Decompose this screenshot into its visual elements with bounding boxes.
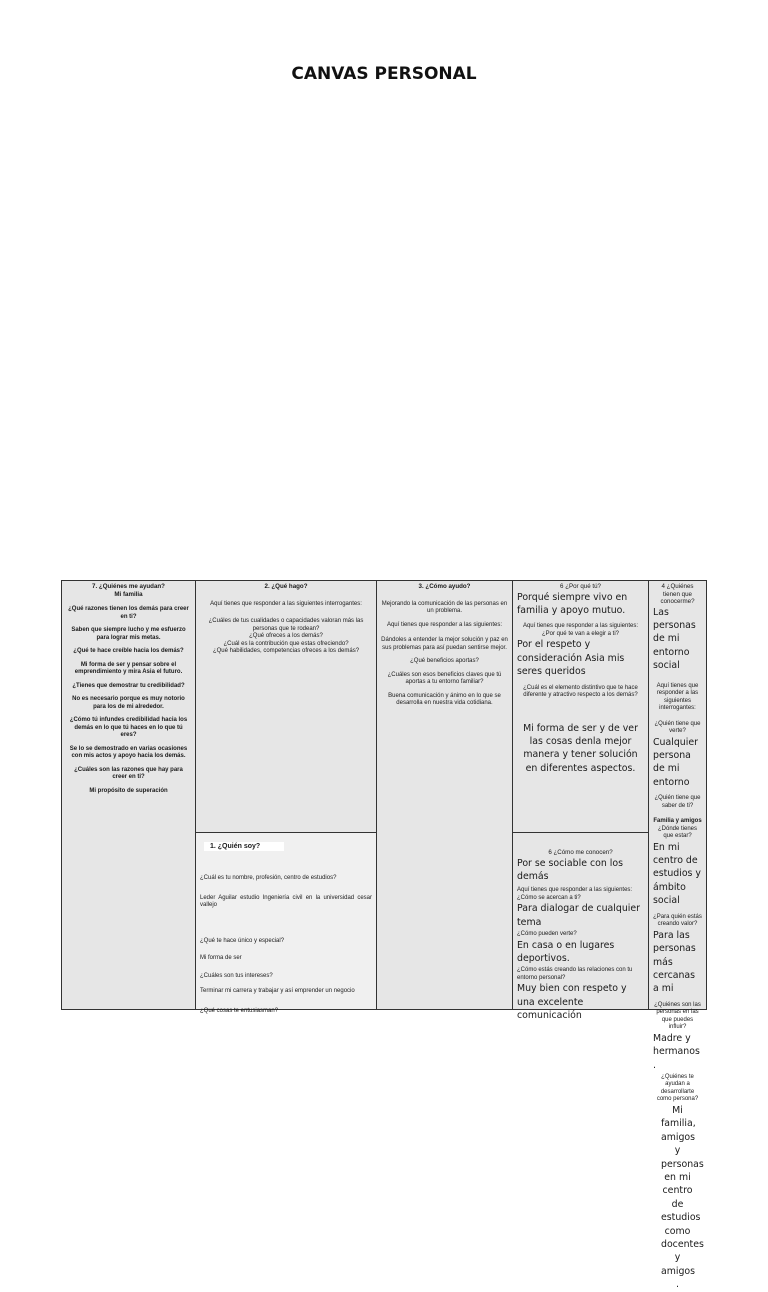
answer: Dándoles a entender la mejor solución y paz en sus problemas para así puedan sentirse mejor. [381, 637, 508, 651]
cell-who-must-know-me [649, 581, 706, 1291]
cell-how-i-help [377, 581, 512, 1009]
question: ¿Cuáles son tus intereses? [200, 972, 273, 979]
answer: Mi forma de ser y pensar sobre el emprendimiento y mira Asia el futuro. [74, 661, 183, 675]
answer: En mi centro de estudios y ámbito social [653, 841, 701, 907]
answer: No es necesario porque es muy notorio para los de mi alrededor. [72, 696, 185, 710]
question: ¿Qué beneficios aportas? [410, 658, 479, 664]
cell-header: 1. ¿Quién soy? [204, 842, 284, 851]
canvas-grid [61, 580, 707, 1291]
question: ¿Cuál es la contribución que estas ofreciendo? [223, 640, 349, 647]
answer: Mejorando la comunicación de las personas en un problema. [381, 600, 508, 614]
question: ¿Dónde tienes que estar? [657, 825, 698, 840]
question: ¿Quién tiene que saber de ti? [654, 795, 701, 809]
answer: Las personas de mi entorno social [653, 606, 696, 672]
answer: Muy bien con respeto y una excelente comunicación [517, 983, 627, 1022]
question: ¿Qué te hace creíble hacia los demás? [73, 648, 184, 654]
answer: Por se sociable con los demás [517, 857, 623, 882]
question: ¿Cuál es el elemento distintivo que te hace diferente y atractivo respecto a los demás? [523, 684, 638, 699]
column-why-me [513, 581, 649, 1022]
answer: Leder Aguilar estudio Ingeniería civil en la universidad cesar vallejo [200, 894, 372, 908]
column-who-must-know-me [649, 581, 706, 1291]
answer: Cualquier persona de mi entorno [653, 736, 698, 788]
question: ¿Qué razones tienen los demás para creer en ti? [68, 606, 189, 620]
cell-why-me [513, 581, 648, 832]
cell-header: 6 ¿Por qué tú? [560, 583, 601, 590]
cell-who-helps [62, 581, 195, 1009]
column-how-i-help [377, 581, 513, 1009]
question: ¿Qué habilidades, competencias ofreces a los demás? [212, 648, 360, 654]
question: ¿Tienes que demostrar tu credibilidad? [72, 682, 185, 689]
answer: Familia y amigos [653, 818, 702, 825]
question: ¿Quiénes son las personas en las que puedes influir? [654, 1001, 701, 1031]
answer: Mi forma de ser [200, 955, 242, 961]
answer: Buena comunicación y ánimo en lo que se desarrolla en nuestra vida cotidiana. [388, 692, 501, 706]
answer: Porqué siempre vivo en familia y apoyo mutuo. [517, 591, 628, 616]
answer: Se lo se demostrado en varias ocasiones con mis actos y apoyo hacia los demás. [69, 745, 188, 759]
question: ¿Cómo se acercan a ti? [517, 894, 581, 901]
instruction: Aquí tienes que responder a las siguientes: [517, 887, 633, 894]
question: ¿Cuáles de tus cualidades o capacidades valoran más las personas que te rodean? [208, 618, 364, 632]
question: ¿Qué ofreces a los demás? [249, 633, 323, 639]
question: ¿Quiénes te ayudan a desarrollarte como persona? [656, 1073, 699, 1103]
cell-header: 4 ¿Quiénes tienen que conocerme? [660, 583, 695, 605]
answer: Por el respeto y consideración Asia mis seres queridos [517, 639, 625, 678]
question: ¿Quién tiene que verte? [654, 720, 701, 735]
instruction: Aquí tienes que responder a las siguientes interrogantes: [656, 682, 699, 712]
instruction: Aquí tienes que responder a las siguientes: [522, 623, 639, 630]
cell-header: 7. ¿Quiénes me ayudan? [92, 583, 165, 590]
answer: En casa o en lugares deportivos. [517, 939, 615, 965]
answer: Mi familia, amigos y personas en mi centro de estudios como docentes y amigos . [661, 1104, 704, 1291]
page-title: CANVAS PERSONAL [291, 64, 477, 84]
answer: Saben que siempre lucho y me esfuerzo para lograr mis metas. [71, 627, 186, 641]
cell-what-i-do [196, 581, 376, 832]
instruction: Aquí tienes que responder a las siguientes interrogantes: [210, 600, 362, 607]
instruction: Aquí tienes que responder a las siguientes: [386, 621, 503, 628]
question: ¿Cómo pueden verte? [517, 931, 577, 938]
cell-header: 3. ¿Cómo ayudo? [418, 583, 471, 590]
question: ¿Cómo tú infundes credibilidad hacia los demás en lo que tú haces en lo que tú eres? [69, 717, 188, 738]
question: ¿Cuáles son las razones que hay para creer en ti? [74, 766, 183, 780]
cell-subheader: Mi familia [114, 590, 143, 598]
cell-header: 2. ¿Qué hago? [264, 583, 308, 590]
cell-header: 6 ¿Cómo me conocen? [548, 849, 613, 856]
answer: Madre y hermanos . [653, 1032, 700, 1071]
answer: Mi propósito de superación [89, 787, 168, 794]
answer: Para las personas más cercanas a mi [653, 929, 696, 995]
cell-who-am-i [196, 832, 376, 1014]
question: ¿Qué te hace único y especial? [200, 937, 285, 944]
question: ¿Para quién estás creando valor? [653, 913, 702, 928]
question: ¿Por qué te van a elegir a ti? [541, 630, 620, 637]
answer: Terminar mi carrera y trabajar y así emprender un negocio [200, 988, 355, 994]
question: ¿Cuál es tu nombre, profesión, centro de estudios? [200, 875, 337, 881]
question: ¿Cómo estás creando las relaciones con tu entorno personal? [517, 967, 633, 981]
column-what-i-do [196, 581, 377, 1014]
question: ¿Cuáles son esos beneficios claves que tú aportas a tu entorno familiar? [387, 671, 502, 685]
column-who-helps [62, 581, 196, 1009]
question: ¿Qué cosas te entusiasman? [200, 1007, 279, 1014]
answer: Para dialogar de cualquier tema [517, 903, 640, 928]
cell-how-they-know-me [513, 832, 648, 1022]
answer: Mi forma de ser y de ver las cosas denla mejor manera y tener solución en diferentes aspectos. [523, 722, 638, 774]
